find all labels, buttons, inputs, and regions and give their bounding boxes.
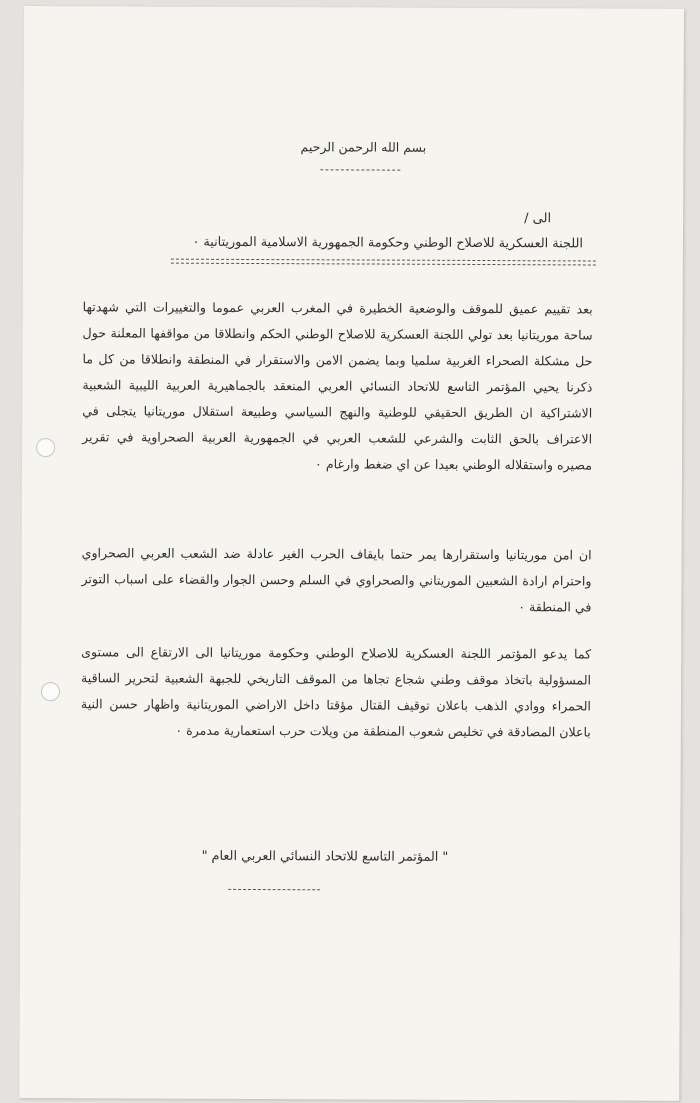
addressee-line: اللجنة العسكرية للاصلاح الوطني وحكومة الجمهورية الاسلامية الموريتانية ٠ bbox=[192, 234, 583, 252]
signature-line: " المؤتمر التاسع للاتحاد النسائي العربي العام " bbox=[201, 848, 449, 865]
basmala-underline bbox=[320, 169, 400, 170]
paragraph-2: ان امن موريتانيا واستقرارها يمر حتما بايقاف الحرب الغير عادلة ضد الشعب العربي الصحراوي واحترام ارادة الشعبين الموريتاني والصحراوي في السلم وحسن الجوار والقضاء على اسباب التوتر في المنطقة ٠ bbox=[81, 545, 592, 615]
addressee-underline-1 bbox=[171, 259, 596, 262]
signature-underline bbox=[228, 889, 320, 890]
punch-hole-top bbox=[36, 438, 55, 457]
basmala-heading: بسم الله الرحمن الرحيم bbox=[300, 139, 427, 155]
paragraph-3: كما يدعو المؤتمر اللجنة العسكرية للاصلاح الوطني وحكومة موريتانيا الى الارتقاع الى مستوى المسؤولية باتخاذ موقف وطني شجاع تجاها من الموقف التاريخي للجبهة الشعبية لتحرير الساقية الحمراء ووادي الذهب باعلان توقيف القتال مؤقتا داخل الاراضي الموريتانية واظهار حسن النية باعلان المصادقة في تخليص شعوب المنطقة من ويلات حرب استعمارية مدمرة ٠ bbox=[80, 644, 592, 740]
addressee-underline-2 bbox=[171, 263, 596, 266]
punch-hole-bottom bbox=[41, 682, 60, 701]
recipient-label: الى / bbox=[524, 211, 552, 227]
document-page bbox=[19, 6, 684, 1101]
paragraph-1: بعد تقييم عميق للموقف والوضعية الخطيرة في المغرب العربي عموما والتغييرات التي شهدتها ساحة موريتانيا بعد تولي اللجنة العسكرية للاصلاح الوطني الحكم وانطلاقا من مواقفها المعلنة حول حل مشكلة الصحراء الغربية سلميا وبما يضمن الامن والاستقرار في المنطقة وانطلاقا من كل ما ذكرنا يحيي المؤتمر التاسع للاتحاد النسائي العربي المنعقد بالجماهيرية العربية الليبية الشعبية الاشتراكية ان الطريق الحقيقي للوطنية والنهج السياسي وطبيعة استقلال موريتانيا يتجلى في الاعتراف بالحق الثابت والشرعي للشعب العربي في الجمهورية العربية الصحراوية في تقرير مصيره واستقلاله الوطني بعيدا عن اي ضغط وارغام ٠ bbox=[82, 299, 593, 473]
